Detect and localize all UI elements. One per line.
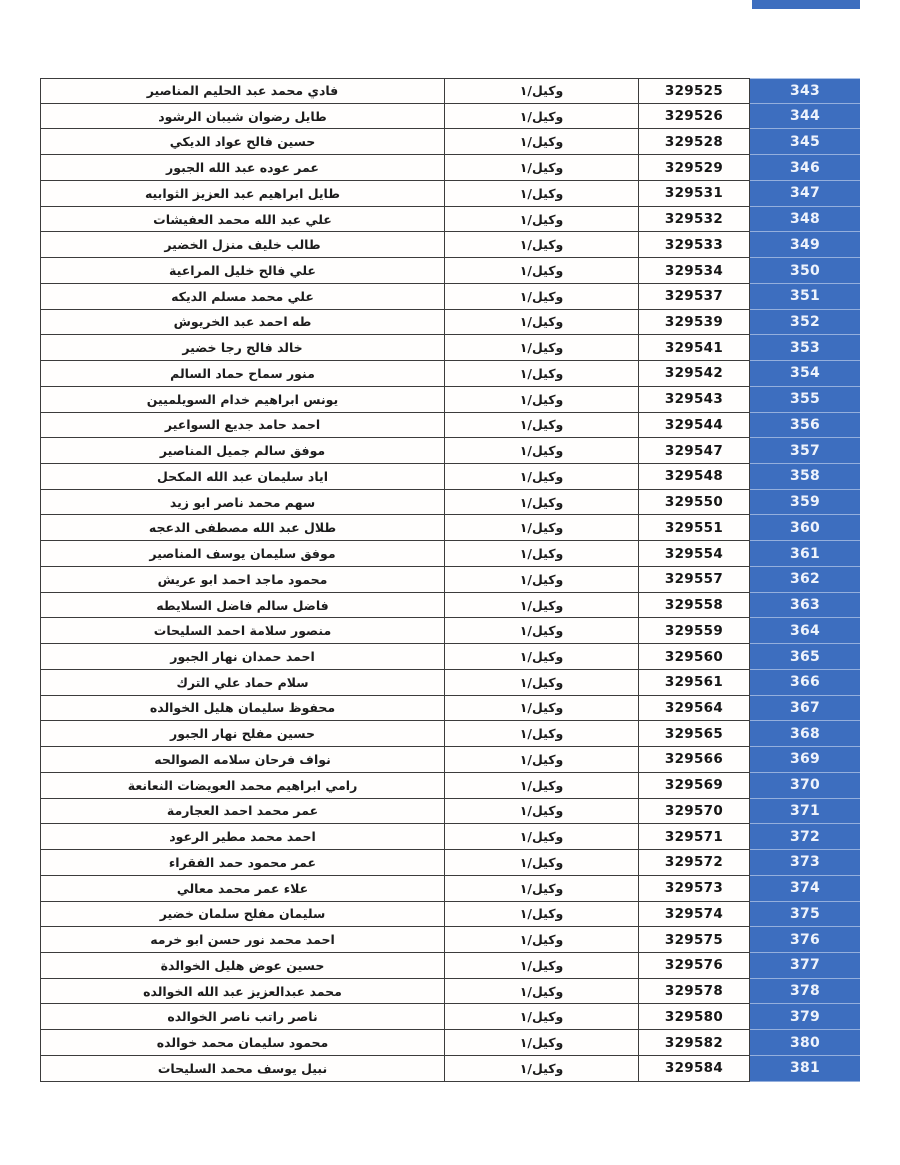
id-cell: 329529 — [638, 155, 750, 181]
id-cell: 329542 — [638, 361, 750, 387]
table-row — [40, 155, 861, 181]
name-cell: اياد سليمان عبد الله المكحل — [40, 464, 444, 490]
seq-cell: 377 — [750, 953, 860, 979]
table-row — [40, 258, 861, 284]
id-cell: 329574 — [638, 902, 750, 928]
name-cell: علاء عمر محمد معالي — [40, 876, 444, 902]
seq-cell: 358 — [750, 464, 860, 490]
seq-cell: 370 — [750, 773, 860, 799]
rank-cell: وكيل/١ — [444, 1030, 638, 1056]
seq-cell: 364 — [750, 618, 860, 644]
seq-cell: 371 — [750, 799, 860, 825]
table-row — [40, 696, 861, 722]
name-cell: طالب خليف منزل الخضير — [40, 232, 444, 258]
table-row — [40, 361, 861, 387]
name-cell: عمر محمود حمد الفقراء — [40, 850, 444, 876]
table-row — [40, 876, 861, 902]
seq-cell: 353 — [750, 335, 860, 361]
id-cell: 329558 — [638, 593, 750, 619]
seq-cell: 375 — [750, 902, 860, 928]
id-cell: 329551 — [638, 515, 750, 541]
id-cell: 329569 — [638, 773, 750, 799]
table-row — [40, 593, 861, 619]
table-row — [40, 387, 861, 413]
name-cell: طايل رضوان شيبان الرشود — [40, 104, 444, 130]
table-row — [40, 1056, 861, 1082]
rank-cell: وكيل/١ — [444, 644, 638, 670]
rank-cell: وكيل/١ — [444, 1056, 638, 1082]
seq-cell: 376 — [750, 927, 860, 953]
name-cell: منصور سلامة احمد السليحات — [40, 618, 444, 644]
name-cell: محمد عبدالعزيز عبد الله الخوالده — [40, 979, 444, 1005]
rank-cell: وكيل/١ — [444, 721, 638, 747]
table-row — [40, 644, 861, 670]
id-cell: 329543 — [638, 387, 750, 413]
id-cell: 329539 — [638, 310, 750, 336]
name-cell: منور سماح حماد السالم — [40, 361, 444, 387]
id-cell: 329582 — [638, 1030, 750, 1056]
id-cell: 329584 — [638, 1056, 750, 1082]
name-cell: احمد محمد مطير الرعود — [40, 824, 444, 850]
table-row — [40, 207, 861, 233]
table-row — [40, 902, 861, 928]
id-cell: 329561 — [638, 670, 750, 696]
id-cell: 329525 — [638, 78, 750, 104]
rank-cell: وكيل/١ — [444, 335, 638, 361]
name-cell: طه احمد عبد الخريوش — [40, 310, 444, 336]
rank-cell: وكيل/١ — [444, 361, 638, 387]
rank-cell: وكيل/١ — [444, 310, 638, 336]
id-cell: 329570 — [638, 799, 750, 825]
name-cell: علي عبد الله محمد العفيشات — [40, 207, 444, 233]
rank-cell: وكيل/١ — [444, 438, 638, 464]
seq-cell: 348 — [750, 207, 860, 233]
seq-cell: 363 — [750, 593, 860, 619]
rank-cell: وكيل/١ — [444, 232, 638, 258]
rank-cell: وكيل/١ — [444, 747, 638, 773]
name-cell: حسين مفلح نهار الجبور — [40, 721, 444, 747]
id-cell: 329534 — [638, 258, 750, 284]
id-cell: 329533 — [638, 232, 750, 258]
name-cell: احمد حمدان نهار الجبور — [40, 644, 444, 670]
rank-cell: وكيل/١ — [444, 902, 638, 928]
id-cell: 329566 — [638, 747, 750, 773]
table-row — [40, 747, 861, 773]
rank-cell: وكيل/١ — [444, 1004, 638, 1030]
name-cell: نبيل يوسف محمد السليحات — [40, 1056, 444, 1082]
name-cell: محمود سليمان محمد خوالده — [40, 1030, 444, 1056]
id-cell: 329557 — [638, 567, 750, 593]
rank-cell: وكيل/١ — [444, 541, 638, 567]
seq-cell: 381 — [750, 1056, 860, 1082]
name-cell: عمر عوده عبد الله الجبور — [40, 155, 444, 181]
name-cell: احمد حامد جديع السواعير — [40, 413, 444, 439]
seq-cell: 345 — [750, 129, 860, 155]
name-cell: حسين فالح عواد الديكي — [40, 129, 444, 155]
seq-cell: 355 — [750, 387, 860, 413]
table-row — [40, 567, 861, 593]
id-cell: 329576 — [638, 953, 750, 979]
name-cell: موفق سليمان يوسف المناصير — [40, 541, 444, 567]
id-cell: 329547 — [638, 438, 750, 464]
table-row — [40, 618, 861, 644]
table-row — [40, 490, 861, 516]
rank-cell: وكيل/١ — [444, 567, 638, 593]
rank-cell: وكيل/١ — [444, 696, 638, 722]
seq-cell: 349 — [750, 232, 860, 258]
id-cell: 329565 — [638, 721, 750, 747]
name-cell: محمود ماجد احمد ابو عريش — [40, 567, 444, 593]
rank-cell: وكيل/١ — [444, 953, 638, 979]
id-cell: 329537 — [638, 284, 750, 310]
rank-cell: وكيل/١ — [444, 181, 638, 207]
seq-cell: 346 — [750, 155, 860, 181]
rank-cell: وكيل/١ — [444, 104, 638, 130]
id-cell: 329573 — [638, 876, 750, 902]
rank-cell: وكيل/١ — [444, 618, 638, 644]
seq-cell: 369 — [750, 747, 860, 773]
table-row — [40, 438, 861, 464]
name-cell: حسين عوض هليل الخوالدة — [40, 953, 444, 979]
name-cell: سليمان مفلح سلمان خضير — [40, 902, 444, 928]
seq-cell: 354 — [750, 361, 860, 387]
seq-cell: 378 — [750, 979, 860, 1005]
id-cell: 329528 — [638, 129, 750, 155]
id-cell: 329532 — [638, 207, 750, 233]
table-row — [40, 284, 861, 310]
name-cell: يونس ابراهيم خدام السويلميين — [40, 387, 444, 413]
name-cell: خالد فالح رجا خضير — [40, 335, 444, 361]
seq-cell: 361 — [750, 541, 860, 567]
rank-cell: وكيل/١ — [444, 824, 638, 850]
name-cell: رامي ابراهيم محمد العويضات النعانعة — [40, 773, 444, 799]
table-row — [40, 721, 861, 747]
id-cell: 329560 — [638, 644, 750, 670]
seq-cell: 362 — [750, 567, 860, 593]
id-cell: 329548 — [638, 464, 750, 490]
seq-cell: 359 — [750, 490, 860, 516]
id-cell: 329575 — [638, 927, 750, 953]
id-cell: 329550 — [638, 490, 750, 516]
seq-cell: 357 — [750, 438, 860, 464]
id-cell: 329541 — [638, 335, 750, 361]
table-row — [40, 104, 861, 130]
seq-cell: 352 — [750, 310, 860, 336]
rank-cell: وكيل/١ — [444, 876, 638, 902]
rank-cell: وكيل/١ — [444, 850, 638, 876]
rank-cell: وكيل/١ — [444, 155, 638, 181]
name-cell: فادي محمد عبد الحليم المناصير — [40, 78, 444, 104]
seq-cell: 344 — [750, 104, 860, 130]
table-row — [40, 541, 861, 567]
name-cell: طايل ابراهيم عبد العزيز الثوابيه — [40, 181, 444, 207]
table-row — [40, 773, 861, 799]
table-row — [40, 181, 861, 207]
seq-cell: 356 — [750, 413, 860, 439]
seq-cell: 374 — [750, 876, 860, 902]
table-row — [40, 232, 861, 258]
table-row — [40, 78, 861, 104]
rank-cell: وكيل/١ — [444, 670, 638, 696]
id-cell: 329559 — [638, 618, 750, 644]
table-row — [40, 670, 861, 696]
rank-cell: وكيل/١ — [444, 927, 638, 953]
rank-cell: وكيل/١ — [444, 979, 638, 1005]
seq-cell: 365 — [750, 644, 860, 670]
table-row — [40, 927, 861, 953]
name-cell: نواف فرحان سلامه الصوالحه — [40, 747, 444, 773]
rank-cell: وكيل/١ — [444, 129, 638, 155]
table-row — [40, 464, 861, 490]
seq-cell: 373 — [750, 850, 860, 876]
name-cell: فاضل سالم فاضل السلايطه — [40, 593, 444, 619]
rank-cell: وكيل/١ — [444, 490, 638, 516]
id-cell: 329578 — [638, 979, 750, 1005]
seq-cell: 380 — [750, 1030, 860, 1056]
seq-cell: 368 — [750, 721, 860, 747]
id-cell: 329544 — [638, 413, 750, 439]
seq-cell: 343 — [750, 78, 860, 104]
rank-cell: وكيل/١ — [444, 515, 638, 541]
name-cell: علي فالح خليل المراعية — [40, 258, 444, 284]
seq-cell: 347 — [750, 181, 860, 207]
rank-cell: وكيل/١ — [444, 773, 638, 799]
seq-cell: 360 — [750, 515, 860, 541]
rank-cell: وكيل/١ — [444, 258, 638, 284]
name-cell: عمر محمد احمد العجارمة — [40, 799, 444, 825]
page-top-blue-fragment — [752, 0, 860, 9]
seq-cell: 351 — [750, 284, 860, 310]
roster-table — [40, 78, 861, 1082]
table-row — [40, 799, 861, 825]
id-cell: 329554 — [638, 541, 750, 567]
table-row — [40, 953, 861, 979]
table-row — [40, 335, 861, 361]
table-row — [40, 824, 861, 850]
name-cell: محفوظ سليمان هليل الخوالده — [40, 696, 444, 722]
table-row — [40, 1004, 861, 1030]
name-cell: ناصر راتب ناصر الخوالده — [40, 1004, 444, 1030]
name-cell: احمد محمد نور حسن ابو خرمه — [40, 927, 444, 953]
rank-cell: وكيل/١ — [444, 207, 638, 233]
id-cell: 329571 — [638, 824, 750, 850]
rank-cell: وكيل/١ — [444, 284, 638, 310]
table-row — [40, 1030, 861, 1056]
seq-cell: 367 — [750, 696, 860, 722]
rank-cell: وكيل/١ — [444, 593, 638, 619]
table-row — [40, 129, 861, 155]
seq-cell: 350 — [750, 258, 860, 284]
rank-cell: وكيل/١ — [444, 799, 638, 825]
table-row — [40, 979, 861, 1005]
rank-cell: وكيل/١ — [444, 464, 638, 490]
rank-cell: وكيل/١ — [444, 78, 638, 104]
id-cell: 329531 — [638, 181, 750, 207]
rank-cell: وكيل/١ — [444, 413, 638, 439]
rank-cell: وكيل/١ — [444, 387, 638, 413]
table-row — [40, 515, 861, 541]
name-cell: سلام حماد علي الترك — [40, 670, 444, 696]
seq-cell: 372 — [750, 824, 860, 850]
id-cell: 329572 — [638, 850, 750, 876]
id-cell: 329526 — [638, 104, 750, 130]
id-cell: 329564 — [638, 696, 750, 722]
table-row — [40, 413, 861, 439]
table-row — [40, 310, 861, 336]
name-cell: علي محمد مسلم الديكه — [40, 284, 444, 310]
seq-cell: 379 — [750, 1004, 860, 1030]
id-cell: 329580 — [638, 1004, 750, 1030]
table-row — [40, 850, 861, 876]
seq-cell: 366 — [750, 670, 860, 696]
name-cell: طلال عبد الله مصطفى الدعجه — [40, 515, 444, 541]
name-cell: سهم محمد ناصر ابو زيد — [40, 490, 444, 516]
name-cell: موفق سالم جميل المناصير — [40, 438, 444, 464]
